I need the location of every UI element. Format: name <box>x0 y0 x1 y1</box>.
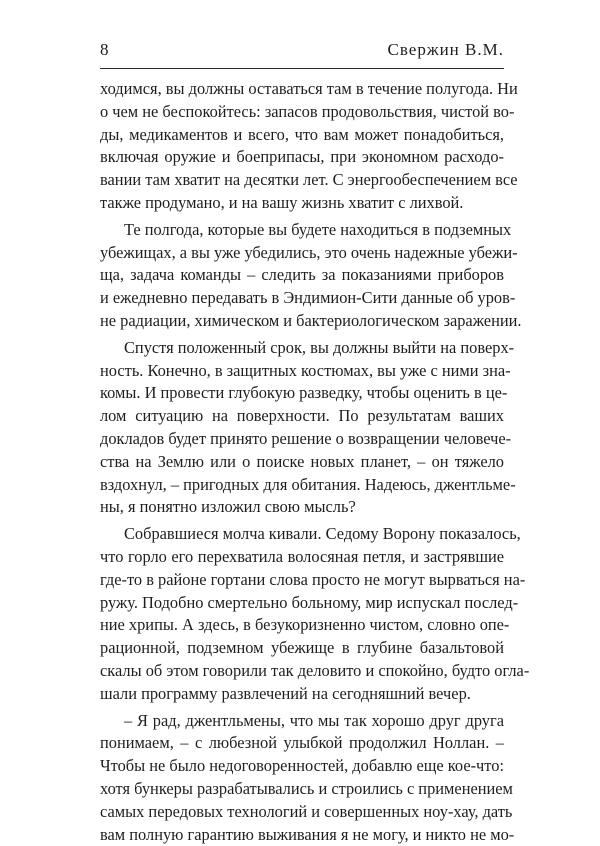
text-line: ства на Землю или о поиске новых планет, – он тяжело <box>100 451 504 474</box>
text-line: и ежедневно передавать в Эндимион-Сити данные об уров- <box>100 287 504 310</box>
text-line: включая оружие и боеприпасы, при экономном расходо- <box>100 146 504 169</box>
text-line: о чем не беспокойтесь: запасов продовольствия, чистой во- <box>100 101 504 124</box>
text-line: Собравшиеся молча кивали. Седому Ворону показалось, <box>100 523 504 546</box>
page-number: 8 <box>100 40 109 60</box>
running-title: Свержин В.М. <box>388 40 504 60</box>
paragraph <box>100 337 504 519</box>
text-line: также продумано, и на вашу жизнь хватит с лихвой. <box>100 192 504 215</box>
text-line: докладов будет принято решение о возвращении человече- <box>100 428 504 451</box>
text-line: ща, задача команды – следить за показаниями приборов <box>100 264 504 287</box>
text-line: комы. И провести глубокую разведку, чтобы оценить в це- <box>100 382 504 405</box>
text-line: ние хрипы. А здесь, в безукоризненно чистом, словно опе- <box>100 614 504 637</box>
text-line: вании там хватит на десятки лет. С энергообеспечением все <box>100 169 504 192</box>
text-line: ность. Конечно, в защитных костюмах, вы уже с ними зна- <box>100 360 504 383</box>
text-line: лом ситуацию на поверхности. По результатам ваших <box>100 405 504 428</box>
text-line: ружу. Подобно смертельно больному, мир испускал послед- <box>100 592 504 615</box>
paragraph <box>100 219 504 333</box>
text-line: ды, медикаментов и всего, что вам может понадобиться, <box>100 124 504 147</box>
text-line: – Я рад, джентльмены, что мы так хорошо друг друга <box>100 710 504 733</box>
paragraph <box>100 710 504 846</box>
text-line: вам полную гарантию выживания я не могу, и никто не мо- <box>100 824 504 846</box>
header-rule <box>100 68 504 69</box>
text-line: Те полгода, которые вы будете находиться в подземных <box>100 219 504 242</box>
page-header <box>100 40 504 64</box>
paragraph <box>100 523 504 705</box>
text-line: где-то в районе гортани слова просто не могут вырваться на- <box>100 569 504 592</box>
text-line: Спустя положенный срок, вы должны выйти на поверх- <box>100 337 504 360</box>
text-line: убежищах, а вы уже убедились, это очень надежные убежи- <box>100 242 504 265</box>
body-text <box>100 78 504 846</box>
text-line: что горло его перехватила волосяная петля, и застрявшие <box>100 546 504 569</box>
text-line: шали программу развлечений на сегодняшний вечер. <box>100 683 504 706</box>
text-line: понимаем, – с любезной улыбкой продолжил Ноллан. – <box>100 732 504 755</box>
text-line: хотя бункеры разрабатывались и строились с применением <box>100 778 504 801</box>
text-line: Чтобы не было недоговоренностей, добавлю еще кое-что: <box>100 755 504 778</box>
text-line: скалы об этом говорили так деловито и спокойно, будто огла- <box>100 660 504 683</box>
text-line: вздохнул, – пригодных для обитания. Надеюсь, джентльме- <box>100 474 504 497</box>
text-line: ны, я понятно изложил свою мысль? <box>100 496 504 519</box>
paragraph <box>100 78 504 215</box>
text-line: самых передовых технологий и совершенных ноу-хау, дать <box>100 801 504 824</box>
text-line: ходимся, вы должны оставаться там в течение полугода. Ни <box>100 78 504 101</box>
text-line: не радиации, химическом и бактериологическом заражении. <box>100 310 504 333</box>
text-line: рационной, подземном убежище в глубине базальтовой <box>100 637 504 660</box>
